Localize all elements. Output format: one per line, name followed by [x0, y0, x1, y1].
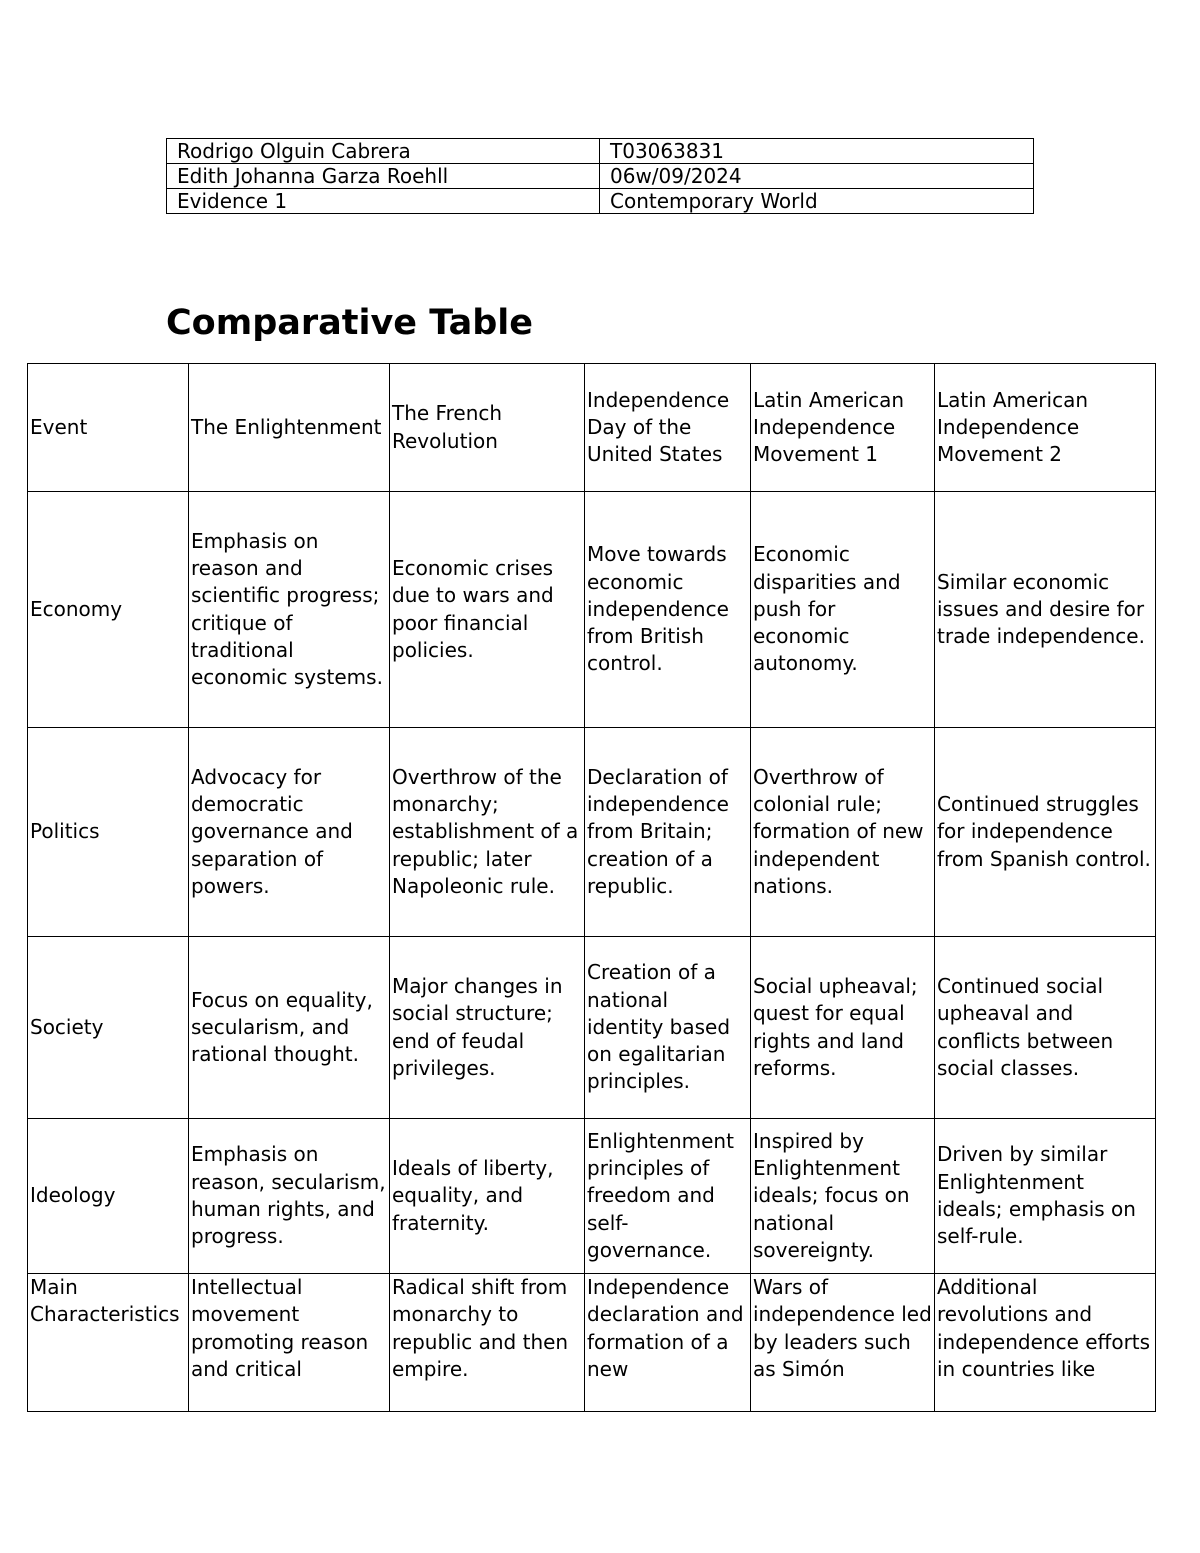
column-header: The French Revolution — [390, 364, 585, 492]
table-cell: Creation of a national identity based on egalitarian principles. — [585, 937, 751, 1119]
teacher-name: Edith Johanna Garza Roehll — [167, 164, 600, 189]
table-cell: Independence declaration and formation of a new — [585, 1274, 751, 1412]
row-label: Ideology — [28, 1119, 189, 1274]
row-label: Society — [28, 937, 189, 1119]
date: 06w/09/2024 — [600, 164, 1034, 189]
table-cell: Overthrow of the monarchy; establishment of a republic; later Napoleonic rule. — [390, 728, 585, 937]
info-row — [167, 189, 1034, 214]
table-cell: Continued struggles for independence from Spanish control. — [935, 728, 1156, 937]
table-cell: Wars of independence led by leaders such as Simón — [751, 1274, 935, 1412]
table-cell: Emphasis on reason, secularism, human rights, and progress. — [189, 1119, 390, 1274]
student-id: T03063831 — [600, 139, 1034, 164]
assignment-name: Evidence 1 — [167, 189, 600, 214]
page-title: Comparative Table — [166, 303, 533, 343]
column-header: Event — [28, 364, 189, 492]
table-cell: Emphasis on reason and scientific progress; critique of traditional economic systems. — [189, 492, 390, 728]
column-header: Independence Day of the United States — [585, 364, 751, 492]
table-row — [28, 728, 1156, 937]
column-header: The Enlightenment — [189, 364, 390, 492]
table-cell: Additional revolutions and independence efforts in countries like — [935, 1274, 1156, 1412]
table-cell: Intellectual movement promoting reason and critical — [189, 1274, 390, 1412]
table-cell: Radical shift from monarchy to republic and then empire. — [390, 1274, 585, 1412]
table-cell: Advocacy for democratic governance and separation of powers. — [189, 728, 390, 937]
column-header: Latin American Independence Movement 1 — [751, 364, 935, 492]
comparative-table — [27, 363, 1156, 1412]
table-cell: Major changes in social structure; end of feudal privileges. — [390, 937, 585, 1119]
table-cell: Focus on equality, secularism, and rational thought. — [189, 937, 390, 1119]
table-row — [28, 1119, 1156, 1274]
table-row — [28, 937, 1156, 1119]
table-row — [28, 1274, 1156, 1412]
course-name: Contemporary World — [600, 189, 1034, 214]
table-cell: Economic crises due to wars and poor financial policies. — [390, 492, 585, 728]
table-cell: Social upheaval; quest for equal rights and land reforms. — [751, 937, 935, 1119]
column-header: Latin American Independence Movement 2 — [935, 364, 1156, 492]
table-cell: Enlightenment principles of freedom and self-governance. — [585, 1119, 751, 1274]
student-name: Rodrigo Olguin Cabrera — [167, 139, 600, 164]
table-cell: Continued social upheaval and conflicts between social classes. — [935, 937, 1156, 1119]
table-cell: Driven by similar Enlightenment ideals; emphasis on self-rule. — [935, 1119, 1156, 1274]
table-cell: Overthrow of colonial rule; formation of new independent nations. — [751, 728, 935, 937]
table-cell: Move towards economic independence from British control. — [585, 492, 751, 728]
table-cell: Ideals of liberty, equality, and fraternity. — [390, 1119, 585, 1274]
table-row — [28, 492, 1156, 728]
info-row — [167, 164, 1034, 189]
row-label: Main Characteristics — [28, 1274, 189, 1412]
table-cell: Similar economic issues and desire for trade independence. — [935, 492, 1156, 728]
student-info-table — [166, 138, 1034, 214]
table-cell: Economic disparities and push for economic autonomy. — [751, 492, 935, 728]
table-header-row — [28, 364, 1156, 492]
info-row — [167, 139, 1034, 164]
row-label: Politics — [28, 728, 189, 937]
row-label: Economy — [28, 492, 189, 728]
table-cell: Declaration of independence from Britain; creation of a republic. — [585, 728, 751, 937]
table-cell: Inspired by Enlightenment ideals; focus on national sovereignty. — [751, 1119, 935, 1274]
